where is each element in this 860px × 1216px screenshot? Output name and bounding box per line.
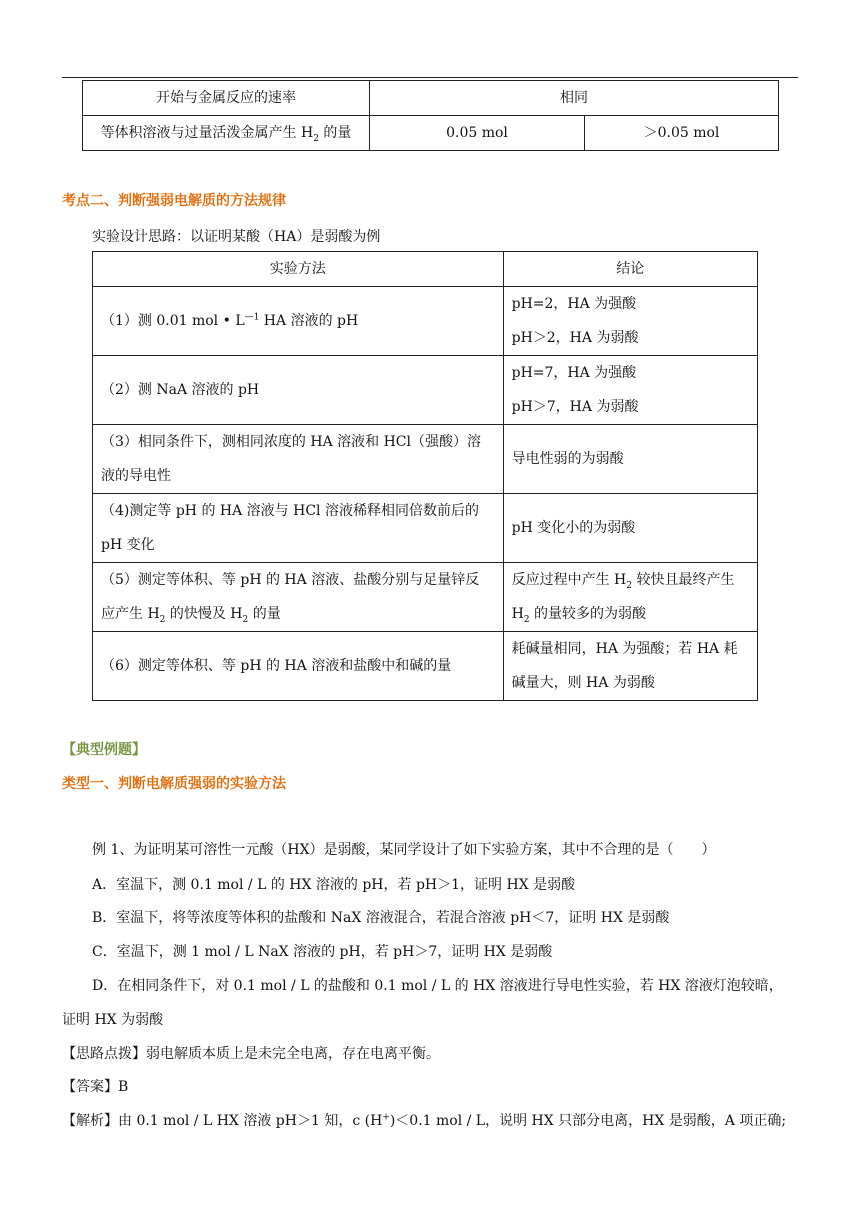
cell-text: pH=7，HA 为强酸 — [511, 365, 637, 381]
subscript: 2 — [626, 580, 633, 591]
cell-text: （2）测 NaA 溶液的 pH — [101, 382, 260, 398]
table-row — [93, 563, 758, 632]
header-conclusion: 结论 — [503, 252, 757, 287]
table-row — [83, 116, 779, 151]
conclusion-cell — [503, 563, 757, 632]
cell-text: pH＞7，HA 为弱酸 — [511, 399, 639, 415]
cell-text: 0.05 mol — [446, 125, 508, 141]
cell-text: 等体积溶液与过量活泼金属产生 H — [100, 125, 314, 141]
cell-text: pH＞2，HA 为弱酸 — [511, 330, 639, 346]
table-row — [93, 494, 758, 563]
question-text: 例 1、为证明某可溶性一元酸（HX）是弱酸，某同学设计了如下实验方案，其中不合理的是（ ） — [92, 842, 716, 858]
option-d-line2: 证明 HX 为弱酸 — [62, 1012, 164, 1028]
method-cell — [93, 563, 504, 632]
conclusion-cell — [503, 287, 757, 356]
option-a: A．室温下，测 0.1 mol / L 的 HX 溶液的 pH，若 pH＞1，证明 HX 是弱酸 — [92, 877, 576, 893]
analysis-part: )＜0.1 mol / L，说明 HX 只部分电离，HX 是弱酸，A 项正确; — [389, 1113, 787, 1129]
cell-text: 开始与金属反应的速率 — [156, 90, 296, 106]
section-heading: 考点二、判断强弱电解质的方法规律 — [62, 193, 286, 209]
table-row — [93, 356, 758, 425]
table-row — [93, 287, 758, 356]
cell-text: （4)测定等 pH 的 HA 溶液与 HCl 溶液稀释相同倍数前后的 — [101, 503, 479, 519]
header-rule — [62, 77, 798, 78]
table-row — [93, 632, 758, 701]
table-cell — [370, 81, 779, 116]
superscript: —1 — [244, 312, 260, 323]
table-cell — [83, 81, 370, 116]
cell-text: pH 变化小的为弱酸 — [511, 520, 636, 536]
cell-text: H — [511, 606, 524, 622]
method-cell — [93, 356, 504, 425]
table-cell — [585, 116, 779, 151]
cell-text: （6）测定等体积、等 pH 的 HA 溶液和盐酸中和碱的量 — [101, 658, 452, 674]
cell-text: 液的导电性 — [101, 468, 171, 484]
cell-text: 的量较多的为弱酸 — [529, 606, 647, 622]
cell-text: 相同 — [560, 90, 588, 106]
conclusion-cell — [503, 632, 757, 701]
cell-text: 的快慢及 H — [165, 606, 243, 622]
header-method: 实验方法 — [93, 252, 504, 287]
table-row — [83, 81, 779, 116]
cell-text: 反应过程中产生 H — [511, 572, 627, 588]
subscript: 2 — [313, 133, 319, 144]
cell-line — [101, 597, 495, 631]
hint-text: 【思路点拨】弱电解质本质上是未完全电离，存在电离平衡。 — [62, 1046, 440, 1062]
analysis-part: 【解析】由 0.1 mol / L HX 溶液 pH＞1 知，c (H — [62, 1113, 383, 1129]
conclusion-cell — [503, 425, 757, 494]
option-b: B．室温下，将等浓度等体积的盐酸和 NaX 溶液混合，若混合溶液 pH＜7，证明 HX 是弱酸 — [92, 910, 670, 926]
cell-text: 的量 — [318, 125, 352, 141]
type-heading: 类型一、判断电解质强弱的实验方法 — [62, 776, 286, 792]
conclusion-cell — [503, 494, 757, 563]
cell-text: ＞0.05 mol — [643, 125, 720, 141]
cell-text: 应产生 H — [101, 606, 160, 622]
examples-heading: 【典型例题】 — [62, 742, 146, 758]
cell-text: pH 变化 — [101, 537, 155, 553]
cell-text: （1）测 0.01 mol • L — [101, 313, 245, 329]
cell-line — [512, 597, 749, 631]
cell-text: 碱量大，则 HA 为弱酸 — [511, 675, 655, 691]
subscript: 2 — [159, 614, 166, 625]
superscript: + — [382, 1112, 390, 1123]
subscript: 2 — [242, 614, 249, 625]
table-header-row — [93, 252, 758, 287]
cell-text: 导电性弱的为弱酸 — [511, 451, 624, 467]
cell-text: （3）相同条件下，测相同浓度的 HA 溶液和 HCl（强酸）溶 — [101, 434, 481, 450]
analysis-text — [62, 1110, 786, 1130]
cell-text: 的量 — [248, 606, 281, 622]
option-c: C．室温下，测 1 mol / L NaX 溶液的 pH，若 pH＞7，证明 HX 是弱酸 — [92, 944, 553, 960]
table-cell — [370, 116, 585, 151]
cell-text: HA 溶液的 pH — [259, 313, 359, 329]
conclusion-cell — [503, 356, 757, 425]
cell-line — [512, 563, 749, 597]
comparison-table — [82, 80, 779, 151]
subscript: 2 — [523, 614, 530, 625]
table-row — [93, 425, 758, 494]
cell-text: （5）测定等体积、等 pH 的 HA 溶液、盐酸分别与足量锌反 — [101, 572, 480, 588]
table-cell — [83, 116, 370, 151]
intro-text: 实验设计思路：以证明某酸（HA）是弱酸为例 — [92, 229, 381, 245]
method-cell — [93, 494, 504, 563]
method-cell — [93, 425, 504, 494]
method-cell — [93, 632, 504, 701]
method-cell — [93, 287, 504, 356]
cell-text: 较快且最终产生 — [632, 572, 735, 588]
answer-text: 【答案】B — [62, 1079, 129, 1095]
option-d-line1: D．在相同条件下，对 0.1 mol / L 的盐酸和 0.1 mol / L 的 HX 溶液进行导电性实验，若 HX 溶液灯泡较暗， — [92, 978, 783, 994]
cell-text: pH=2，HA 为强酸 — [511, 296, 637, 312]
method-table — [92, 251, 758, 701]
cell-text: 耗碱量相同，HA 为强酸；若 HA 耗 — [511, 641, 738, 657]
